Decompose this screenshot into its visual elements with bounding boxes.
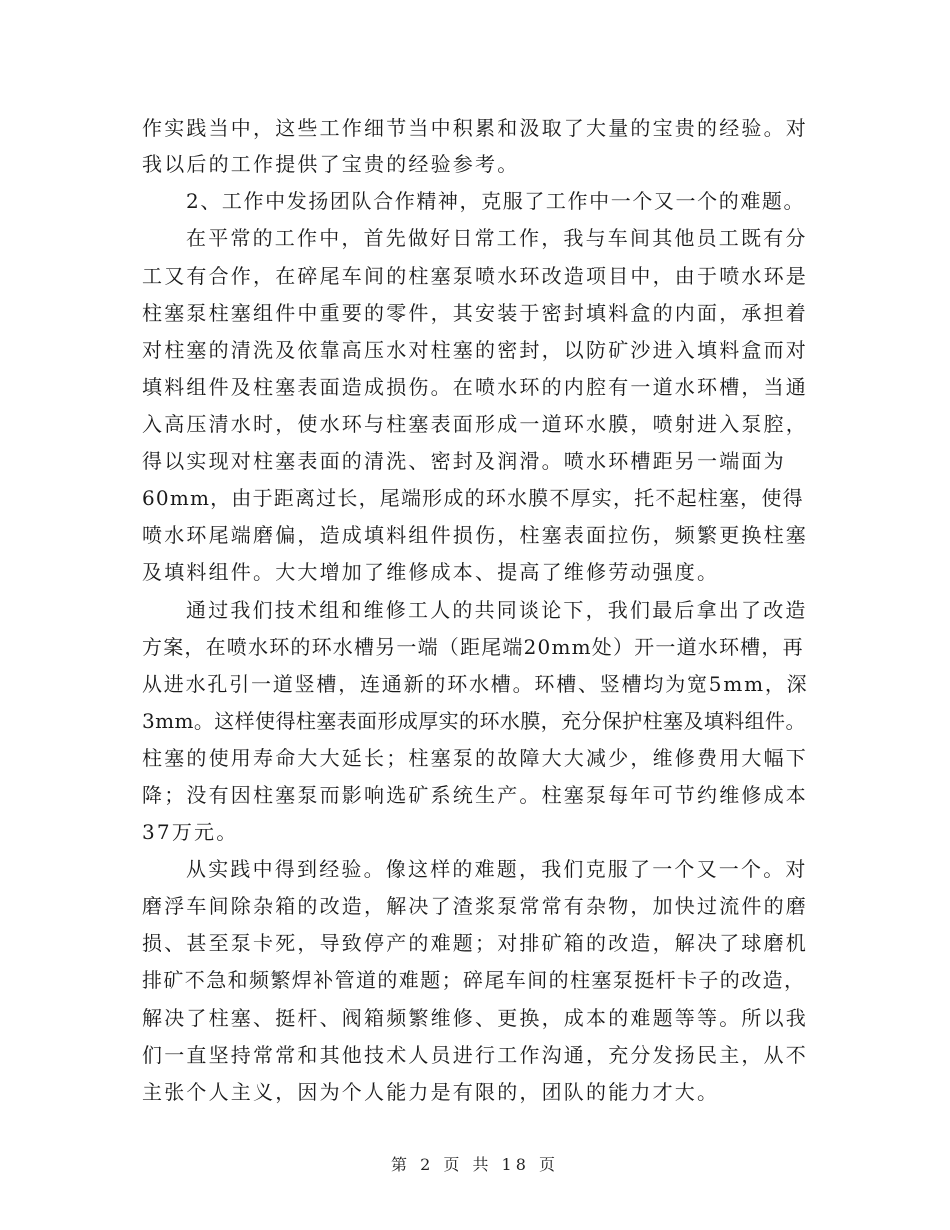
text-line: 损、甚至泵卡死，导致停产的难题；对排矿箱的改造，解决了球磨机 (142, 931, 808, 955)
text-line: 入高压清水时，使水环与柱塞表面形成一道环水膜，喷射进入泵腔， (142, 412, 808, 436)
text-line: 解决了柱塞、挺杆、阀箱频繁维修、更换，成本的难题等等。所以我 (142, 1006, 808, 1030)
text-line: 从实践中得到经验。像这样的难题，我们克服了一个又一个。对 (186, 857, 808, 881)
text-line: 们一直坚持常常和其他技术人员进行工作沟通，充分发扬民主，从不 (142, 1043, 808, 1067)
text-line: 及填料组件。大大增加了维修成本、提高了维修劳动强度。 (142, 560, 720, 584)
page-footer: 第 2 页 共 18 页 (391, 1155, 559, 1174)
text-line: 方案，在喷水环的环水槽另一端（距尾端20mm处）开一道水环槽，再 (142, 635, 804, 659)
text-line: 柱塞泵柱塞组件中重要的零件，其安装于密封填料盒的内面，承担着 (142, 301, 808, 325)
text-line: 排矿不急和频繁焊补管道的难题；碎尾车间的柱塞泵挺杆卡子的改造， (142, 968, 806, 992)
text-line: 在平常的工作中，首先做好日常工作，我与车间其他员工既有分 (186, 226, 808, 250)
text-line: 工又有合作，在碎尾车间的柱塞泵喷水环改造项目中，由于喷水环是 (142, 264, 808, 288)
text-line: 对柱塞的清洗及依靠高压水对柱塞的密封，以防矿沙进入填料盒而对 (142, 338, 808, 362)
text-line: 37万元。 (142, 820, 239, 844)
text-line: 填料组件及柱塞表面造成损伤。在喷水环的内腔有一道水环槽，当通 (142, 375, 808, 399)
text-line: 60mm，由于距离过长，尾端形成的环水膜不厚实，托不起柱塞，使得 (142, 486, 804, 510)
text-line: 得以实现对柱塞表面的清洗、密封及润滑。喷水环槽距另一端面为 (142, 449, 786, 473)
text-line: 3mm。这样使得柱塞表面形成厚实的环水膜，充分保护柱塞及填料组件。 (142, 709, 806, 733)
text-line: 作实践当中，这些工作细节当中积累和汲取了大量的宝贵的经验。对 (142, 116, 808, 140)
section-heading: 2、工作中发扬团队合作精神，克服了工作中一个又一个的难题。 (186, 189, 806, 213)
text-line: 通过我们技术组和维修工人的共同谈论下，我们最后拿出了改造 (186, 598, 808, 622)
text-line: 主张个人主义，因为个人能力是有限的，团队的能力才大。 (142, 1080, 720, 1104)
text-line: 降；没有因柱塞泵而影响选矿系统生产。柱塞泵每年可节约维修成本 (142, 783, 808, 807)
text-line: 喷水环尾端磨偏，造成填料组件损伤，柱塞表面拉伤，频繁更换柱塞 (142, 523, 808, 547)
text-line: 柱塞的使用寿命大大延长；柱塞泵的故障大大减少，维修费用大幅下 (142, 746, 808, 770)
text-line: 磨浮车间除杂箱的改造，解决了渣浆泵常常有杂物，加快过流件的磨 (142, 894, 808, 918)
text-line: 我以后的工作提供了宝贵的经验参考。 (142, 152, 520, 176)
text-line: 从进水孔引一道竖槽，连通新的环水槽。环槽、竖槽均为宽5mm，深 (142, 672, 809, 696)
